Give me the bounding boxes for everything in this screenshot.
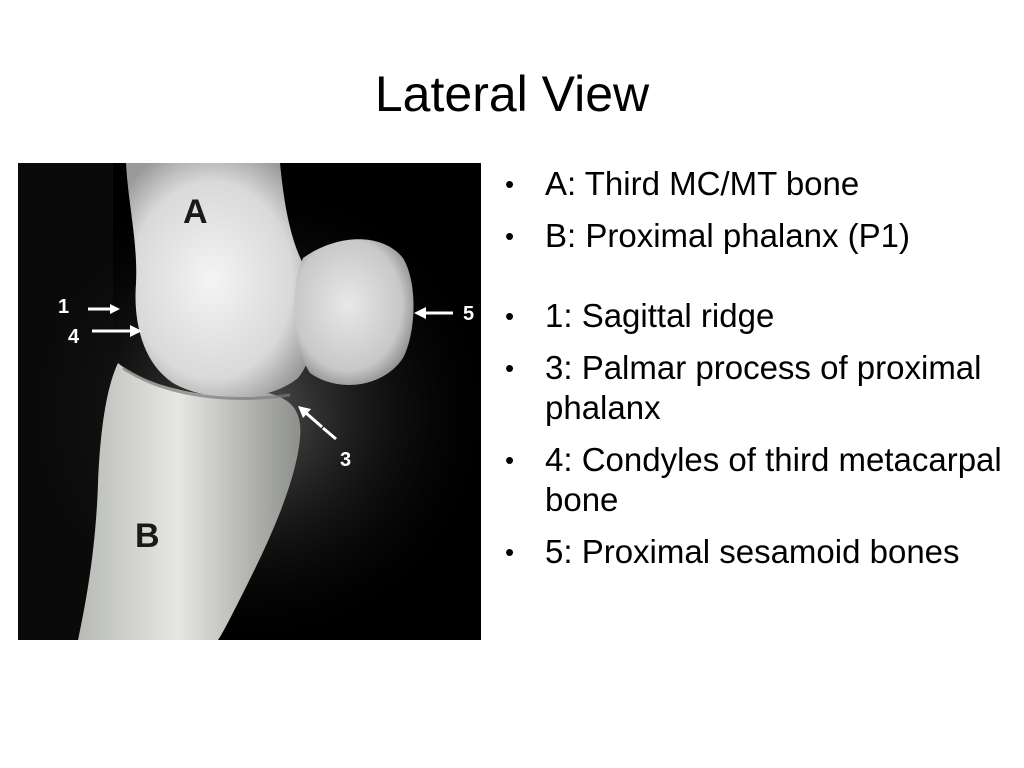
list-item-text: 1: Sagittal ridge xyxy=(545,297,775,334)
list-item xyxy=(505,440,1005,520)
legend-list xyxy=(505,164,1005,584)
label-b: B xyxy=(135,517,160,555)
bullet-icon: • xyxy=(505,353,515,383)
sesamoid-bones xyxy=(294,239,413,385)
marker-4-label: 4 xyxy=(68,326,80,348)
bullet-icon: • xyxy=(505,301,515,331)
list-item-text: 4: Condyles of third metacarpal bone xyxy=(545,441,1002,518)
label-a: A xyxy=(183,193,208,231)
list-item xyxy=(505,532,1005,572)
list-item xyxy=(505,164,1005,204)
marker-5-label: 5 xyxy=(463,303,475,325)
list-item-text: B: Proximal phalanx (P1) xyxy=(545,217,910,254)
xray-image xyxy=(18,163,481,640)
marker-3-label: 3 xyxy=(340,449,352,471)
list-item xyxy=(505,296,1005,336)
bullet-icon: • xyxy=(505,445,515,475)
xray-illustration xyxy=(18,163,481,640)
slide-title: Lateral View xyxy=(374,66,650,122)
bullet-icon: • xyxy=(505,169,515,199)
marker-1-label: 1 xyxy=(58,296,70,318)
bullet-icon: • xyxy=(505,537,515,567)
bullet-icon: • xyxy=(505,221,515,251)
list-item-text: A: Third MC/MT bone xyxy=(545,165,860,202)
list-item-text: 5: Proximal sesamoid bones xyxy=(545,533,960,570)
list-item xyxy=(505,216,1005,256)
list-item-text: 3: Palmar process of proximal phalanx xyxy=(545,349,982,426)
list-item xyxy=(505,348,1005,428)
